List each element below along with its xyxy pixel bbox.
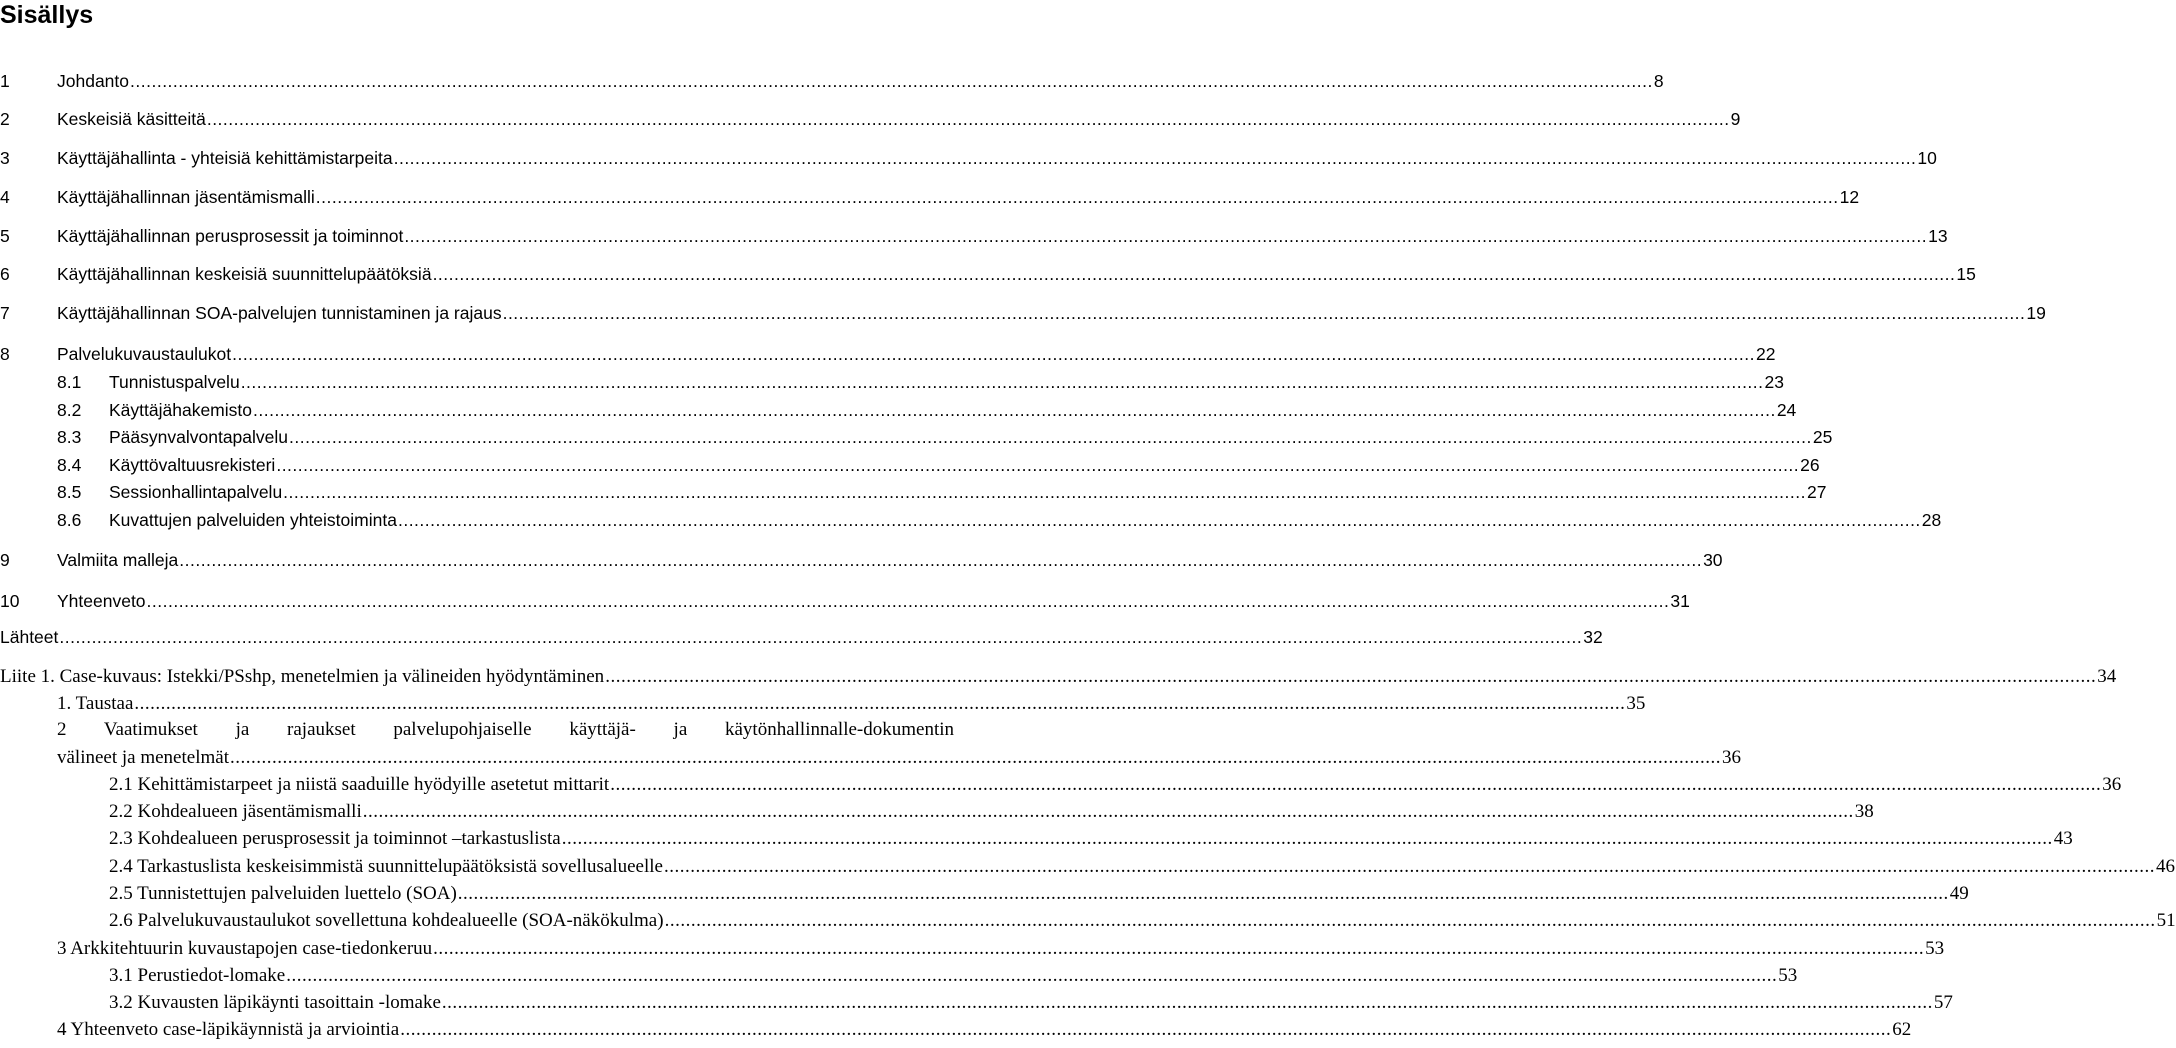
toc-page: 49	[1949, 883, 1969, 904]
toc-title: Keskeisiä käsitteitä	[57, 109, 206, 129]
toc-number: 3	[0, 148, 10, 168]
toc-title: 1. Taustaa	[57, 693, 134, 714]
toc-entry[interactable]	[0, 145, 1937, 171]
toc-title: Valmiita malleja	[57, 550, 179, 570]
toc-entry[interactable]	[57, 691, 1646, 717]
toc-page: 36	[2102, 774, 2122, 795]
toc-page: 26	[1800, 455, 1820, 475]
toc-leader	[404, 223, 1927, 249]
toc-page: 9	[1730, 109, 1741, 129]
toc-entry[interactable]	[109, 881, 1969, 907]
toc-entry[interactable]	[109, 826, 2073, 852]
toc-leader	[283, 479, 1806, 505]
toc-leader	[433, 936, 1924, 962]
toc-leader	[442, 990, 1933, 1016]
toc-leader	[394, 145, 1917, 171]
toc-entry[interactable]	[0, 68, 1664, 94]
toc-page: 15	[1956, 264, 1976, 284]
toc-leader	[316, 184, 1839, 210]
toc-leader	[286, 963, 1777, 989]
toc-leader	[179, 547, 1702, 573]
toc-leader	[665, 908, 2156, 934]
toc-page: 23	[1764, 372, 1784, 392]
toc-entry[interactable]	[0, 261, 1976, 287]
toc-title: Palvelukuvaustaulukot	[57, 344, 232, 364]
toc-leader	[207, 106, 1730, 132]
toc-title: Tunnistuspalvelu	[109, 372, 240, 392]
toc-leader	[253, 397, 1776, 423]
toc-page: 36	[1721, 747, 1741, 768]
toc-number: 1	[0, 71, 10, 91]
toc-leader	[241, 369, 1764, 395]
toc-title: 2.4 Tarkastuslista keskeisimmistä suunnittelupäätöksistä sovellusalueelle	[109, 856, 663, 877]
toc-entry[interactable]	[0, 300, 2046, 326]
toc-page: 38	[1854, 801, 1874, 822]
toc-title: Käyttäjähallinta - yhteisiä kehittämistarpeita	[57, 148, 393, 168]
toc-title: Sessionhallintapalvelu	[109, 482, 283, 502]
toc-page: 43	[2053, 828, 2073, 849]
toc-leader	[605, 664, 2096, 690]
toc-entry[interactable]	[109, 990, 1953, 1016]
toc-leader	[664, 854, 2155, 880]
toc-leader	[610, 772, 2101, 798]
toc-entry[interactable]	[109, 908, 2176, 934]
toc-leader	[59, 624, 1582, 650]
toc-number: 8.6	[57, 510, 82, 530]
toc-number: 9	[0, 550, 10, 570]
toc-title: Yhteenveto	[57, 591, 146, 611]
toc-title: Käyttövaltuusrekisteri	[109, 455, 276, 475]
toc-entry[interactable]	[0, 341, 1776, 367]
toc-entry[interactable]	[57, 479, 1827, 505]
toc-number: 8.5	[57, 482, 82, 502]
toc-page: 53	[1925, 938, 1945, 959]
toc-title: 2.1 Kehittämistarpeet ja niistä saaduille hyödyille asetetut mittarit	[109, 774, 610, 795]
toc-number: 2	[0, 109, 10, 129]
toc-title: 2.3 Kohdealueen perusprosessit ja toiminnot –tarkastuslista	[109, 828, 561, 849]
toc-leader	[147, 588, 1670, 614]
toc-title: 2.2 Kohdealueen jäsentämismalli	[109, 801, 362, 822]
toc-page: 32	[1583, 627, 1603, 647]
toc-leader	[134, 691, 1625, 717]
toc-leader	[433, 261, 1956, 287]
toc-number: 8.1	[57, 372, 82, 392]
toc-entry[interactable]	[109, 799, 1874, 825]
toc-title: Käyttäjähallinnan keskeisiä suunnittelupäätöksiä	[57, 264, 432, 284]
toc-entry[interactable]	[57, 1017, 1912, 1043]
toc-entry[interactable]	[109, 854, 2175, 880]
toc-leader	[400, 1017, 1891, 1043]
toc-title: Johdanto	[57, 71, 130, 91]
toc-page: 12	[1839, 187, 1860, 207]
toc-title: Käyttäjähakemisto	[109, 400, 252, 420]
toc-number: 8.3	[57, 427, 82, 447]
toc-title: Kuvattujen palveluiden yhteistoiminta	[109, 510, 397, 530]
toc-page: 8	[1653, 71, 1664, 91]
toc-page: 24	[1776, 400, 1797, 420]
toc-title: 2.6 Palvelukuvaustaulukot sovellettuna kohdealueelle (SOA-näkökulma)	[109, 910, 664, 931]
toc-leader	[276, 452, 1799, 478]
toc-title: 4 Yhteenveto case-läpikäynnistä ja arviointia	[57, 1019, 400, 1040]
toc-entry[interactable]	[57, 936, 1945, 962]
toc-leader	[130, 68, 1653, 94]
toc-entry[interactable]	[0, 223, 1948, 249]
toc-title: välineet ja menetelmät	[57, 747, 229, 768]
toc-leader	[562, 826, 2053, 852]
toc-entry[interactable]	[0, 184, 1860, 210]
toc-page: 13	[1928, 226, 1948, 246]
toc-entry[interactable]	[0, 106, 1741, 132]
toc-entry[interactable]	[57, 369, 1784, 395]
toc-entry-wrapped-line1[interactable]	[57, 717, 954, 743]
toc-page: 27	[1807, 482, 1827, 502]
toc-page: 28	[1921, 510, 1942, 530]
toc-leader	[289, 424, 1812, 450]
toc-entry[interactable]	[0, 624, 1603, 650]
toc-title: Lähteet	[0, 627, 59, 647]
toc-entry[interactable]	[109, 772, 2122, 798]
toc-title: Käyttäjähallinnan perusprosessit ja toiminnot	[57, 226, 404, 246]
toc-leader	[503, 300, 2026, 326]
toc-entry[interactable]	[0, 664, 2117, 690]
toc-leader	[230, 745, 1721, 771]
toc-title: 3.2 Kuvausten läpikäynti tasoittain -lomake	[109, 992, 441, 1013]
toc-number: 6	[0, 264, 10, 284]
toc-page: 62	[1892, 1019, 1912, 1040]
toc-number: 8	[0, 344, 10, 364]
toc-entry[interactable]	[0, 547, 1723, 573]
toc-number: 8.4	[57, 455, 82, 475]
toc-entry[interactable]	[0, 588, 1690, 614]
toc-page: 53	[1778, 965, 1798, 986]
toc-number: 4	[0, 187, 10, 207]
toc-number: 8.2	[57, 400, 82, 420]
toc-page: 31	[1670, 591, 1690, 611]
toc-entry[interactable]	[109, 963, 1798, 989]
toc-entry[interactable]	[57, 452, 1820, 478]
toc-title: Käyttäjähallinnan SOA-palvelujen tunnistaminen ja rajaus	[57, 303, 502, 323]
toc-entry[interactable]	[57, 745, 1741, 771]
toc-title: 3.1 Perustiedot-lomake	[109, 965, 286, 986]
toc-page: 57	[1933, 992, 1953, 1013]
toc-leader	[363, 799, 1854, 825]
toc-entry[interactable]	[57, 507, 1942, 533]
page-title: Sisällys	[0, 1, 94, 29]
toc-page: 46	[2155, 856, 2175, 877]
toc-page: 22	[1755, 344, 1776, 364]
toc-page: 19	[2026, 303, 2046, 323]
toc-number: 5	[0, 226, 10, 246]
toc-title-line1: 2 Vaatimukset ja rajaukset palvelupohjaiselle käyttäjä- ja käytönhallinnalle-dokumentin	[57, 719, 954, 740]
toc-page: 51	[2156, 910, 2176, 931]
toc-page: 25	[1812, 427, 1833, 447]
toc-leader	[232, 341, 1755, 367]
toc-page: 10	[1917, 148, 1937, 168]
toc-title: 2.5 Tunnistettujen palveluiden luettelo (SOA)	[109, 883, 457, 904]
toc-number: 10	[0, 591, 20, 611]
toc-leader	[398, 507, 1921, 533]
toc-number: 7	[0, 303, 10, 323]
toc-title: Liite 1. Case-kuvaus: Istekki/PSshp, menetelmien ja välineiden hyödyntäminen	[0, 666, 605, 687]
toc-page: 35	[1626, 693, 1646, 714]
toc-title: Pääsynvalvontapalvelu	[109, 427, 289, 447]
toc-entry[interactable]	[57, 424, 1833, 450]
toc-title: 3 Arkkitehtuurin kuvaustapojen case-tiedonkeruu	[57, 938, 433, 959]
toc-entry[interactable]	[57, 397, 1797, 423]
toc-leader	[458, 881, 1949, 907]
toc-page: 30	[1703, 550, 1723, 570]
toc-title: Käyttäjähallinnan jäsentämismalli	[57, 187, 315, 207]
toc-page: 34	[2097, 666, 2117, 687]
